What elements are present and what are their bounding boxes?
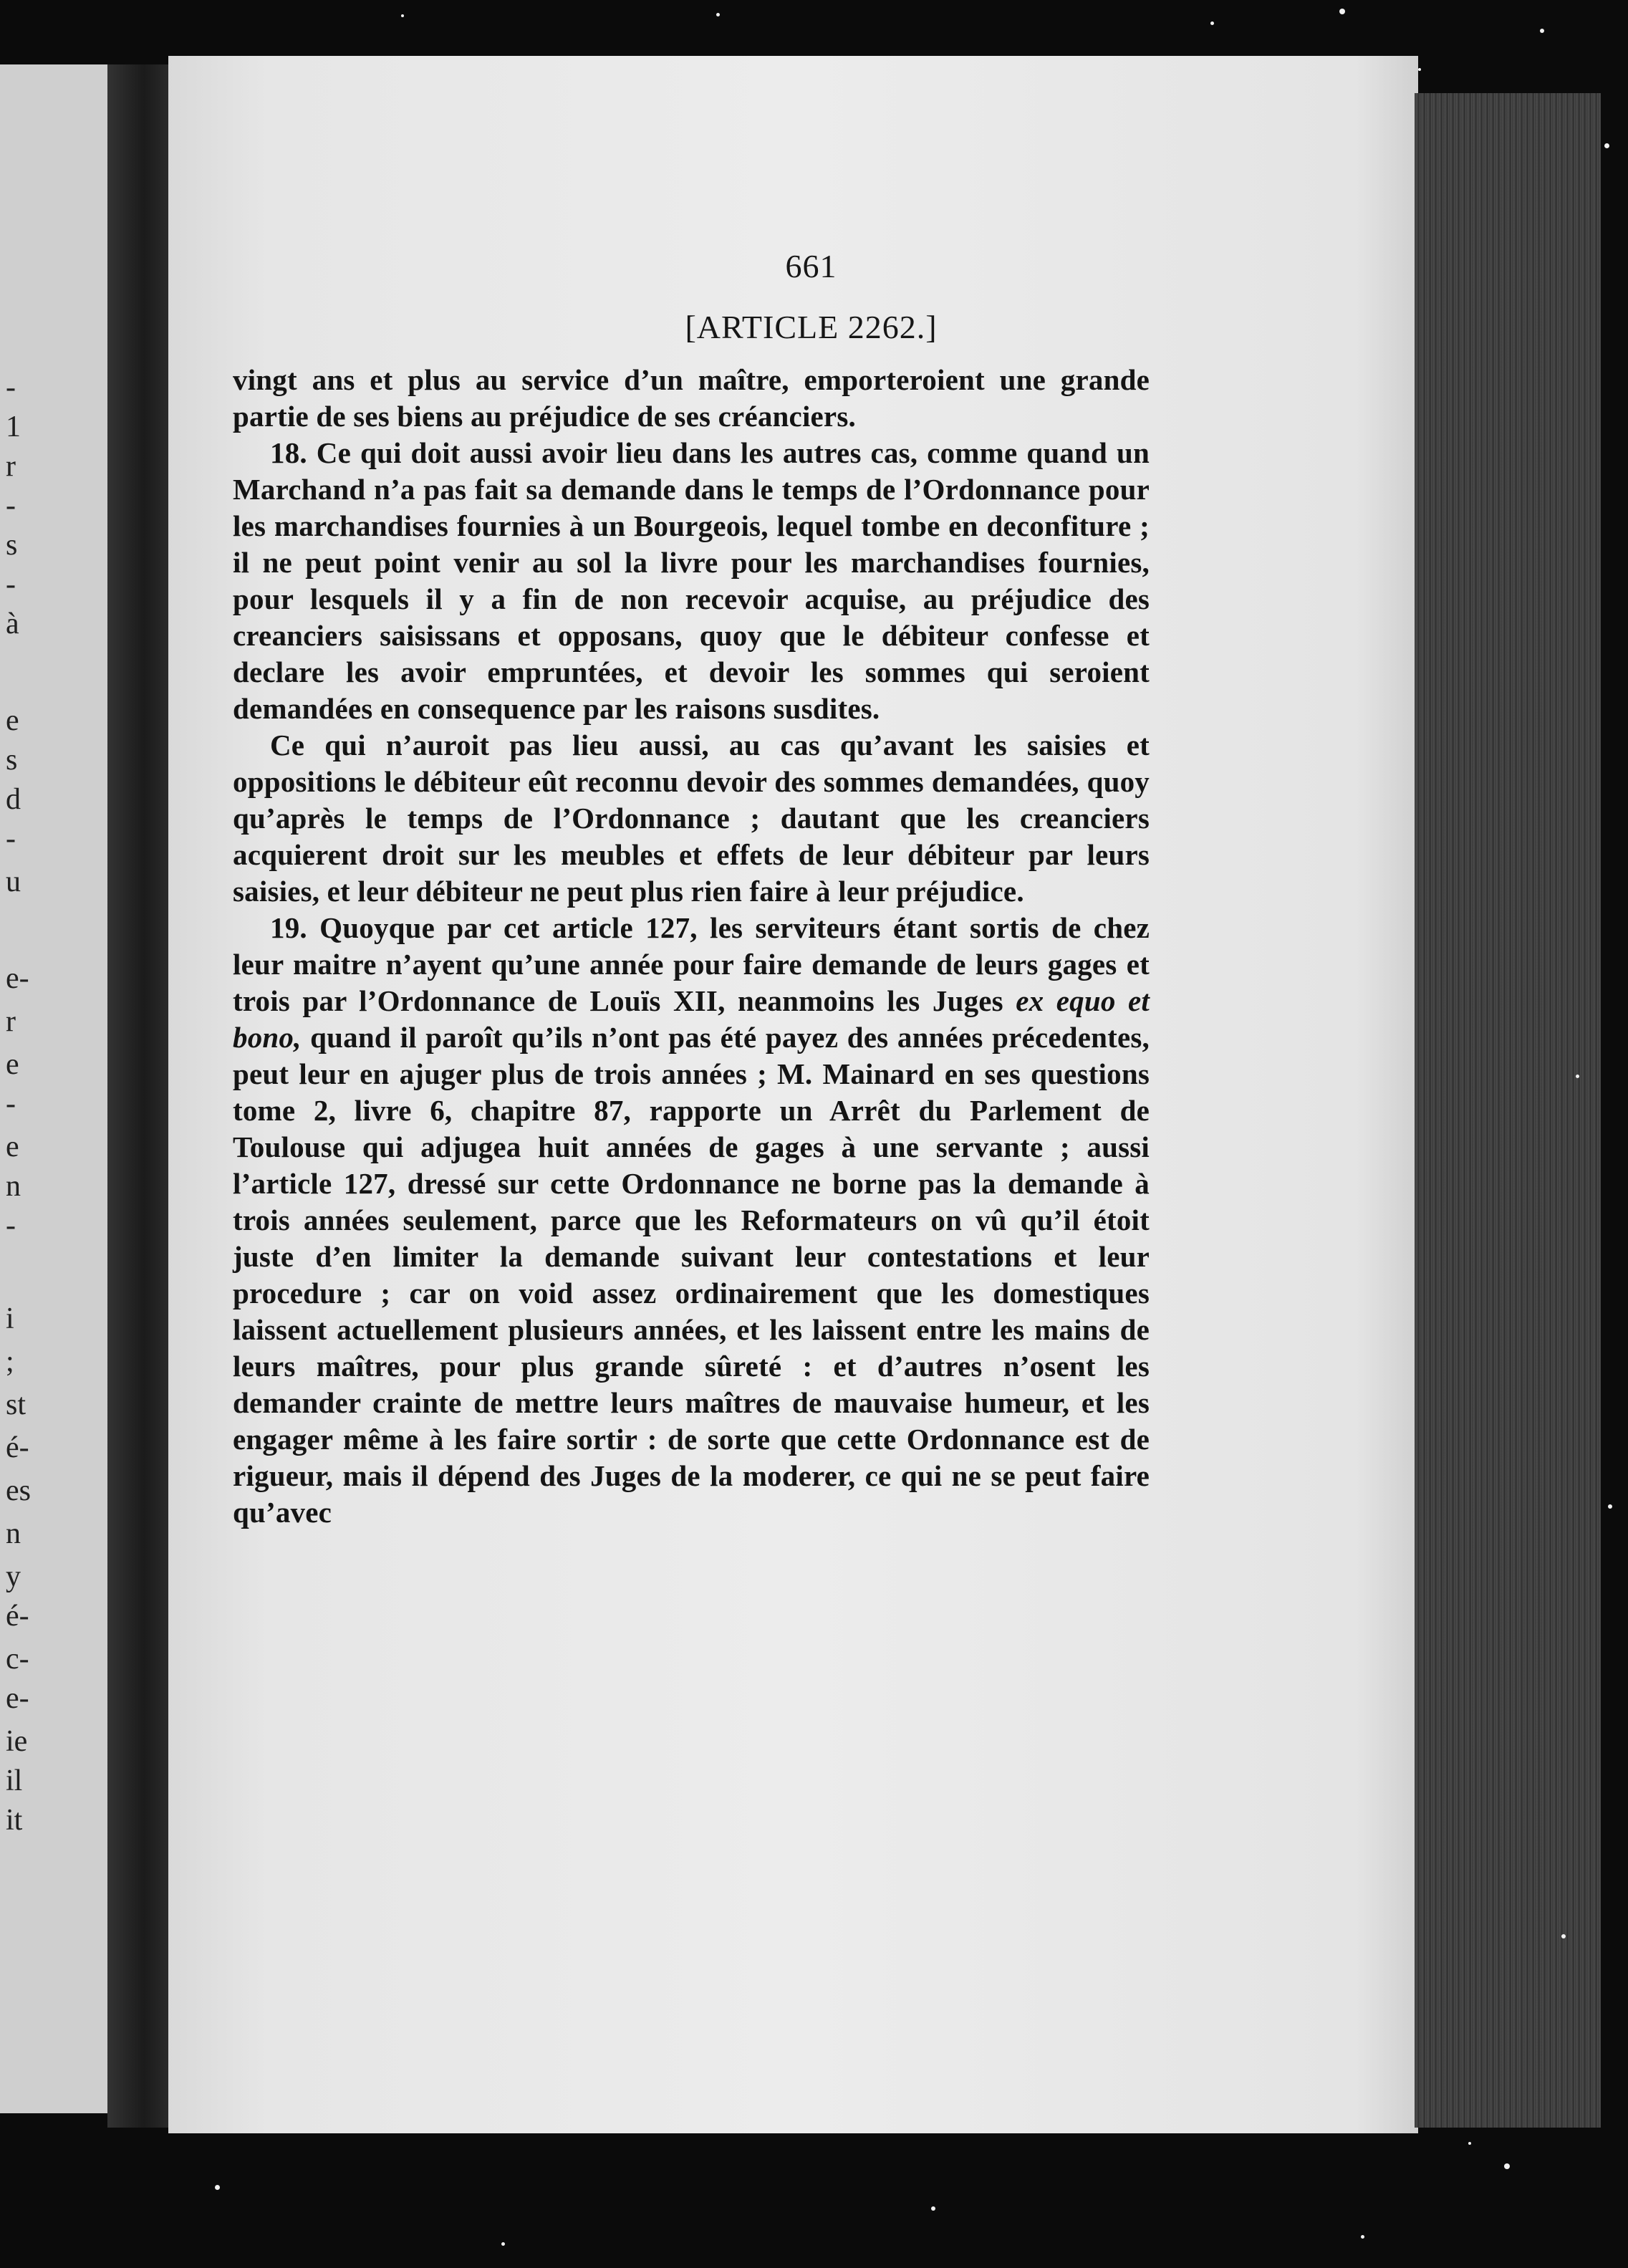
paragraph-19-part-a: 19. Quoyque par cet article 127, les serviteurs étant sortis de chez leur maitre n’ayent qu’une année pour faire demande de leurs gages et trois par l’Ordonnance de Louïs XII, neanmoins les Juges	[233, 911, 1150, 1017]
left-margin-fragment: il	[6, 1764, 23, 1797]
left-margin-fragment: é-	[6, 1431, 29, 1464]
dust-speck	[501, 2242, 505, 2246]
left-margin-fragment: -	[6, 568, 16, 601]
dust-speck	[401, 14, 404, 17]
left-page-margin-letters	[0, 0, 64, 2268]
left-margin-fragment: st	[6, 1388, 27, 1421]
article-title: [ARTICLE 2262.]	[685, 309, 938, 345]
body-text	[233, 362, 1150, 1531]
latin-phrase: ex equo et bono,	[233, 984, 1150, 1054]
left-margin-fragment: d	[6, 783, 21, 816]
left-margin-fragment: e-	[6, 962, 29, 995]
dust-speck	[931, 2206, 935, 2211]
left-margin-fragment: n	[6, 1517, 21, 1550]
dust-speck	[215, 2185, 220, 2190]
dust-speck	[1504, 2163, 1510, 2169]
left-margin-fragment: -	[6, 1209, 16, 1242]
left-margin-fragment: ;	[6, 1345, 14, 1378]
page-stack-edge	[1415, 93, 1601, 2128]
left-margin-fragment: -	[6, 489, 16, 522]
left-margin-fragment: é-	[6, 1600, 29, 1633]
left-margin-fragment: s	[6, 744, 18, 777]
dust-speck	[1339, 9, 1345, 14]
left-margin-fragment: e	[6, 704, 19, 737]
left-margin-fragment: 1	[6, 410, 21, 443]
left-margin-fragment: i	[6, 1302, 14, 1335]
left-margin-fragment: c-	[6, 1643, 29, 1676]
dust-speck	[1468, 2142, 1471, 2145]
dust-speck	[716, 13, 720, 16]
paragraph-19-part-b: quand il paroît qu’ils n’ont pas été payez des années précedentes, peut leur en ajuger plus de trois années ; M. Mainard en ses questions tome 2, livre 6, chapitre 87, rapporte un Arrêt du Parlement de Toulouse qui adjugea huit années de gages à une servante ; aussi l’article 127, dressé sur cette Ordonnance ne borne pas la demande à trois années seulement, parce que les Reformateurs on vû qu’il étoit juste d’en limiter la demande suivant leur contestations et leur procedure ; car on void assez ordinairement que les domestiques laissent actuellement plusieurs années, et les laissent entre les mains de leurs maîtres, pour plus grande sûreté : et d’autres n’osent les demander crainte de mettre leurs maîtres de mauvaise humeur, et les engager même à les faire sortir : de sorte que cette Ordonnance est de rigueur, mais il dépend des Juges de la moderer, ce qui ne se peut faire qu’avec	[233, 1021, 1150, 1529]
left-margin-fragment: r	[6, 1005, 16, 1038]
left-margin-fragment: -	[6, 371, 16, 404]
left-margin-fragment: u	[6, 865, 21, 898]
dust-speck	[1576, 1075, 1579, 1078]
paragraph-19	[233, 910, 1150, 1531]
dust-speck	[1361, 2235, 1364, 2239]
dust-speck	[1540, 29, 1544, 33]
dust-speck	[1608, 1504, 1612, 1509]
paragraph-continuation: vingt ans et plus au service d’un maître, emporteroient une grande partie de ses biens au préjudice de ses créanciers.	[233, 363, 1150, 433]
dust-speck	[1210, 21, 1214, 25]
left-margin-fragment: e-	[6, 1682, 29, 1715]
left-margin-fragment: s	[6, 529, 18, 562]
left-margin-fragment: r	[6, 450, 16, 483]
page-header	[168, 247, 1418, 346]
page-number: 661	[785, 248, 837, 284]
left-margin-fragment: it	[6, 1804, 23, 1837]
paragraph-18: 18. Ce qui doit aussi avoir lieu dans les autres cas, comme quand un Marchand n’a pas fait sa demande dans le temps de l’Ordonnance pour les marchandises fournies à un Bourgeois, lequel tombe en deconfiture ; il ne peut point venir au sol la livre pour les marchandises fournies, pour lesquels il y a fin de non recevoir acquise, au préjudice des creanciers saisissans et opposans, quoy que le débiteur confesse et declare les avoir empruntées, et devoir les sommes qui seroient demandées en consequence par les raisons susdites.	[233, 436, 1150, 725]
left-margin-fragment: e	[6, 1130, 19, 1163]
left-margin-fragment: es	[6, 1474, 31, 1507]
left-margin-fragment: e	[6, 1048, 19, 1081]
left-margin-fragment: -	[6, 822, 16, 855]
left-margin-fragment: à	[6, 607, 19, 640]
dust-speck	[1418, 68, 1421, 71]
left-margin-fragment: -	[6, 1087, 16, 1120]
dust-speck	[1604, 143, 1609, 148]
dust-speck	[1561, 1934, 1566, 1938]
left-margin-fragment: ie	[6, 1725, 28, 1758]
paragraph-exception: Ce qui n’auroit pas lieu aussi, au cas qu’avant les saisies et oppositions le débiteur eût reconnu devoir des sommes demandées, quoy qu’après le temps de l’Ordonnance ; dautant que les creanciers acquierent droit sur les meubles et effets de leur débiteur par leurs saisies, et leur débiteur ne peut plus rien faire à leur préjudice.	[233, 729, 1150, 908]
left-margin-fragment: n	[6, 1170, 21, 1203]
left-margin-fragment: y	[6, 1560, 21, 1593]
book-gutter	[107, 64, 168, 2128]
